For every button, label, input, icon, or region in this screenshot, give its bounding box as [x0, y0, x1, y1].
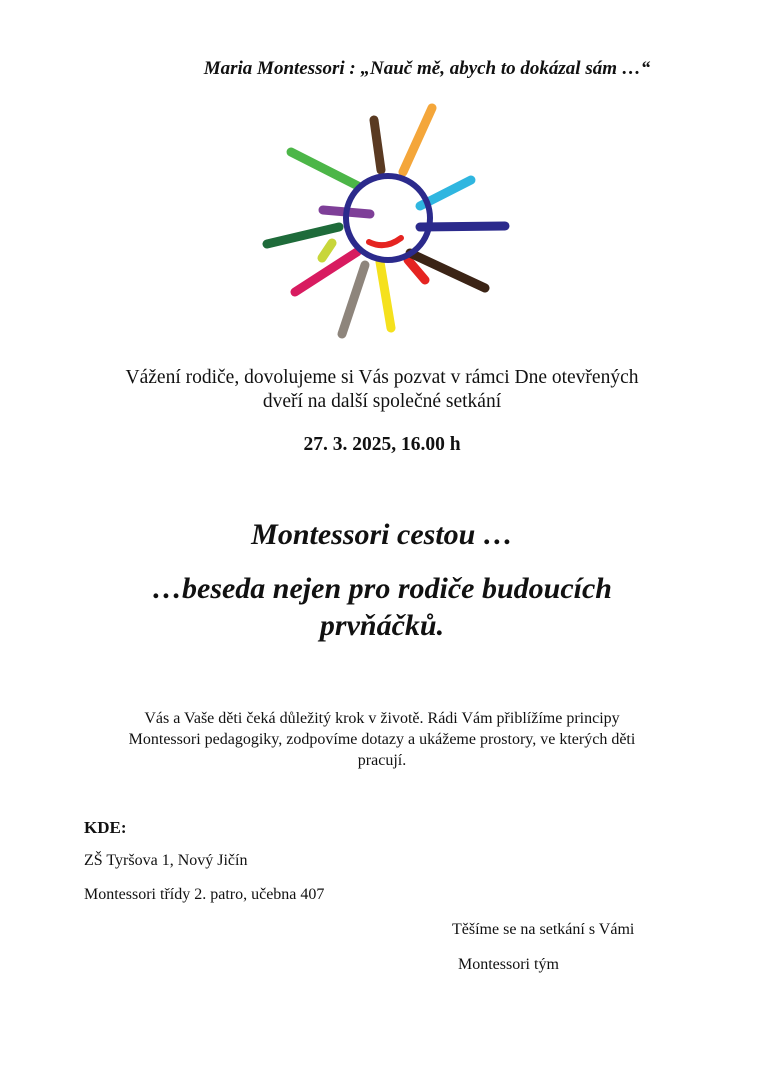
logo-smile: [369, 238, 401, 245]
description-line-1: Vás a Vaše děti čeká důležitý krok v životě. Rádi Vám přiblížíme principy: [144, 710, 620, 727]
logo-ray-brown: [374, 120, 381, 170]
event-description: [80, 708, 684, 771]
logo-ray-orange: [403, 108, 432, 172]
closing-signature: Montessori tým: [458, 956, 559, 973]
event-subtitle: [90, 570, 674, 644]
intro-line-1: Vážení rodiče, dovolujeme si Vás pozvat v rámci Dne otevřených: [125, 367, 639, 388]
description-line-3: pracují.: [357, 752, 407, 769]
invitation-intro: [60, 366, 704, 414]
subtitle-line-2: prvňáčků.: [319, 609, 445, 642]
location-address: ZŠ Tyršova 1, Nový Jičín: [84, 852, 248, 869]
intro-line-2: dveří na další společné setkání: [262, 391, 502, 412]
logo-ray-gray: [342, 265, 365, 334]
location-room: Montessori třídy 2. patro, učebna 407: [84, 886, 325, 903]
location-label: KDE:: [84, 818, 127, 837]
logo-ray-green: [291, 152, 358, 186]
logo-ray-navy: [420, 226, 505, 227]
event-date: 27. 3. 2025, 16.00 h: [303, 434, 461, 455]
description-line-2: Montessori pedagogiky, zodpovíme dotazy a ukážeme prostory, ve kterých děti: [128, 731, 636, 748]
motto-quote: Maria Montessori : „Nauč mě, abych to dokázal sám …“: [203, 58, 651, 79]
subtitle-line-1: …beseda nejen pro rodiče budoucích: [152, 572, 612, 605]
logo-ray-yellow: [380, 262, 391, 328]
montessori-sun-logo: [255, 100, 525, 350]
logo-ray-lime: [322, 243, 332, 258]
event-title: Montessori cestou …: [251, 518, 513, 551]
closing-greeting: Těšíme se na setkání s Vámi: [452, 921, 635, 938]
